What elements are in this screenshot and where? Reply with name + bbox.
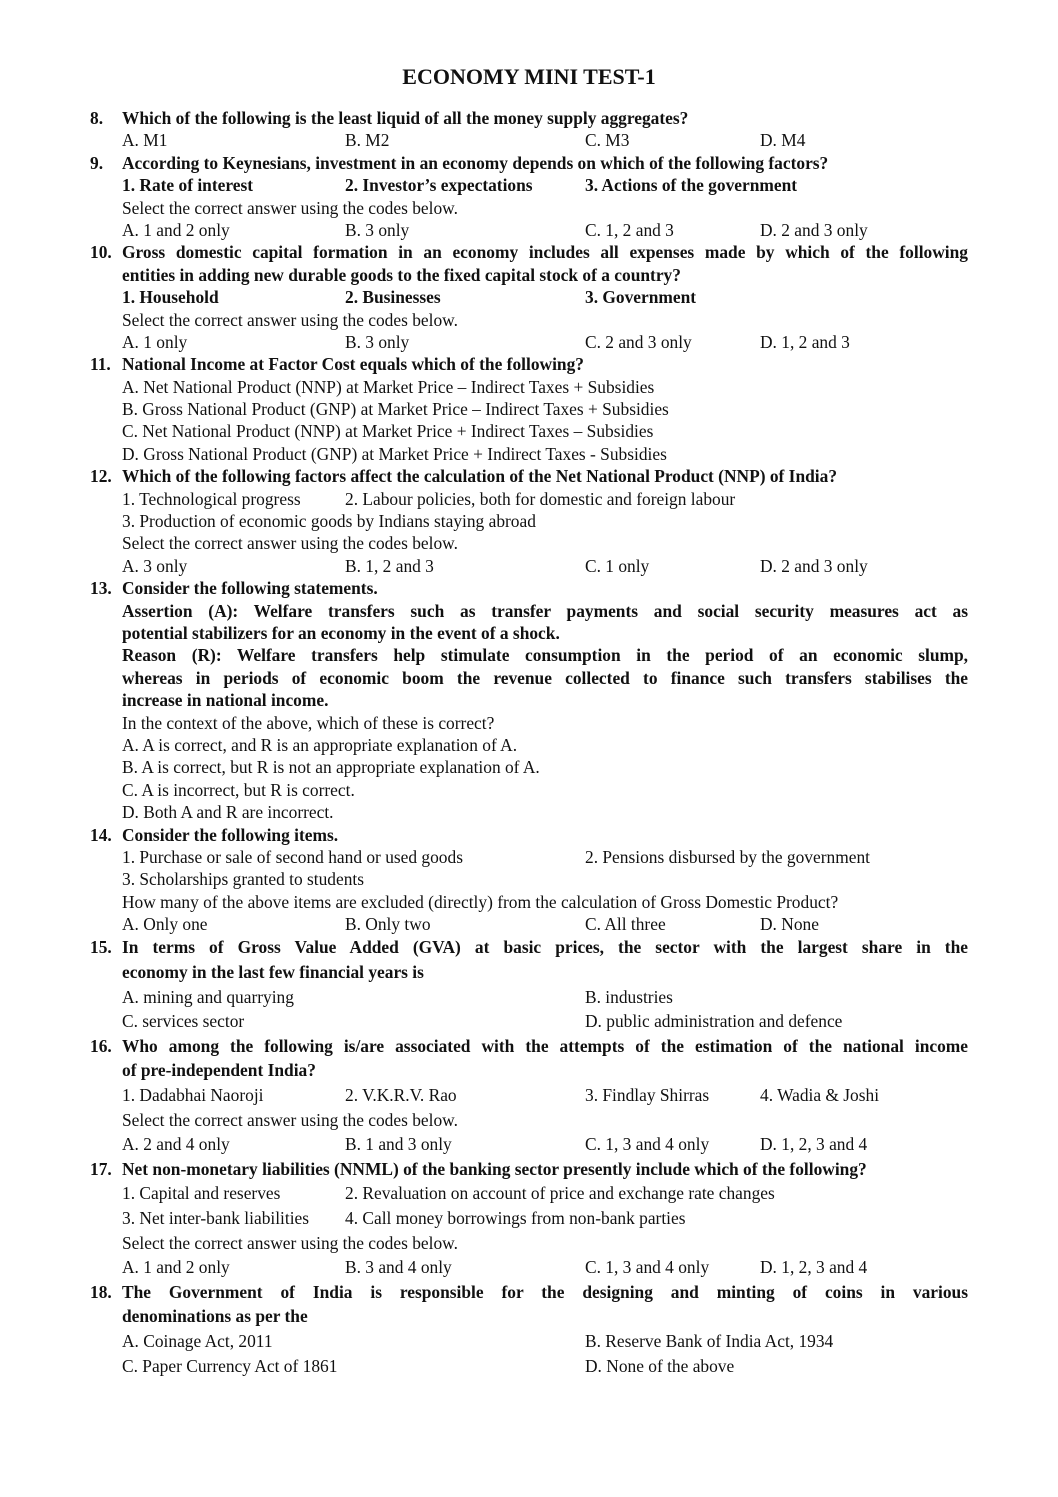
option-item: C. 1 only — [585, 555, 650, 576]
text-line — [0, 1231, 1058, 1256]
question-text: Consider the following items. — [122, 824, 339, 845]
option-item: B. M2 — [345, 130, 390, 151]
text-line — [0, 868, 1058, 890]
options-line — [0, 913, 1058, 935]
line-text: Select the correct answer using the codes below. — [122, 533, 458, 554]
line-text: Select the correct answer using the codes below. — [122, 309, 458, 330]
option-item: 1. Technological progress — [122, 488, 301, 509]
options-line — [0, 1255, 1058, 1280]
question-list — [0, 107, 1058, 1378]
option-item: B. 3 only — [345, 331, 410, 352]
question-line — [0, 1280, 1058, 1305]
line-text: C. A is incorrect, but R is correct. — [122, 779, 355, 800]
option-item: A. 3 only — [122, 555, 188, 576]
line-text: potential stabilizers for an economy in the event of a shock. — [122, 622, 560, 643]
line-text: How many of the above items are excluded (directly) from the calculation of Gross Domestic Product? — [122, 891, 839, 912]
options-line — [0, 1132, 1058, 1157]
option-item: C. All three — [585, 914, 666, 935]
option-item: 1. Purchase or sale of second hand or used goods — [122, 846, 463, 867]
text-line — [0, 734, 1058, 756]
options-line — [0, 1181, 1058, 1206]
question-number: 15. — [90, 937, 112, 958]
option-item: 3. Findlay Shirras — [585, 1085, 710, 1106]
option-item: D. M4 — [760, 130, 806, 151]
option-item: 3. Net inter-bank liabilities — [122, 1207, 310, 1228]
line-text: Reason (R): Welfare transfers help stimulate consumption in the period of an economic slump, — [122, 645, 968, 666]
question-text: According to Keynesians, investment in an economy depends on which of the following factors? — [122, 152, 829, 173]
text-line — [0, 644, 1058, 666]
question-line — [0, 935, 1058, 960]
option-item: B. Only two — [345, 914, 431, 935]
option-item: 2. Labour policies, both for domestic and foreign labour — [345, 488, 736, 509]
option-item: 2. V.K.R.V. Rao — [345, 1085, 457, 1106]
question-line — [0, 152, 1058, 174]
option-item: 3. Government — [585, 287, 697, 308]
option-item: 1. Rate of interest — [122, 175, 254, 196]
line-text: 3. Production of economic goods by Indians staying abroad — [122, 511, 536, 532]
question-text: Which of the following factors affect the calculation of the Net National Product (NNP) of India? — [122, 466, 838, 487]
option-item: 2. Revaluation on account of price and exchange rate changes — [345, 1183, 775, 1204]
line-text: Select the correct answer using the codes below. — [122, 1232, 458, 1253]
question-line — [0, 465, 1058, 487]
text-line — [0, 1058, 1058, 1083]
text-line — [0, 197, 1058, 219]
text-line — [0, 443, 1058, 465]
question-number: 16. — [90, 1035, 112, 1056]
option-item: C. 1, 2 and 3 — [585, 219, 674, 240]
line-text: C. Net National Product (NNP) at Market Price + Indirect Taxes – Subsidies — [122, 421, 654, 442]
text-line — [0, 960, 1058, 985]
option-item: B. industries — [585, 986, 673, 1007]
option-item: C. M3 — [585, 130, 630, 151]
line-text: of pre-independent India? — [122, 1060, 316, 1081]
options-line — [0, 1083, 1058, 1108]
option-item: A. M1 — [122, 130, 168, 151]
option-item: B. 3 and 4 only — [345, 1257, 452, 1278]
options-line — [0, 1009, 1058, 1034]
question-number: 17. — [90, 1158, 112, 1179]
options-line — [0, 1354, 1058, 1379]
text-line — [0, 398, 1058, 420]
line-text: B. A is correct, but R is not an appropriate explanation of A. — [122, 757, 540, 778]
option-item: D. 2 and 3 only — [760, 555, 868, 576]
question-number: 12. — [90, 466, 112, 487]
option-item: D. None of the above — [585, 1355, 735, 1376]
option-item: C. 2 and 3 only — [585, 331, 692, 352]
question-text: Which of the following is the least liquid of all the money supply aggregates? — [122, 108, 689, 128]
line-text: increase in national income. — [122, 690, 329, 711]
text-line — [0, 891, 1058, 913]
text-line — [0, 712, 1058, 734]
option-item: 3. Actions of the government — [585, 175, 798, 196]
options-line — [0, 846, 1058, 868]
text-line — [0, 689, 1058, 711]
text-line — [0, 376, 1058, 398]
options-line — [0, 1206, 1058, 1231]
option-item: D. 1, 2, 3 and 4 — [760, 1257, 868, 1278]
question-line — [0, 107, 1058, 129]
question-text: National Income at Factor Cost equals which of the following? — [122, 354, 584, 375]
option-item: A. 1 only — [122, 331, 188, 352]
question-line — [0, 1157, 1058, 1182]
line-text: economy in the last few financial years is — [122, 962, 424, 983]
line-text: B. Gross National Product (GNP) at Market Price – Indirect Taxes + Subsidies — [122, 399, 669, 420]
text-line — [0, 756, 1058, 778]
line-text: denominations as per the — [122, 1306, 308, 1327]
text-line — [0, 667, 1058, 689]
text-line — [0, 1304, 1058, 1329]
question-line — [0, 353, 1058, 375]
option-item: C. 1, 3 and 4 only — [585, 1257, 710, 1278]
question-number: 13. — [90, 578, 112, 599]
text-line — [0, 801, 1058, 823]
text-line — [0, 309, 1058, 331]
question-line — [0, 577, 1058, 599]
options-line — [0, 219, 1058, 241]
option-item: 2. Investor’s expectations — [345, 175, 533, 196]
line-text: whereas in periods of economic boom the revenue collected to finance such transfers stabilises the — [122, 667, 968, 688]
question-text: Consider the following statements. — [122, 578, 378, 599]
option-item: A. 2 and 4 only — [122, 1134, 230, 1155]
line-text: In the context of the above, which of these is correct? — [122, 712, 495, 733]
option-item: 2. Pensions disbursed by the government — [585, 846, 870, 867]
page-title: ECONOMY MINI TEST-1 — [402, 64, 656, 89]
text-line — [0, 420, 1058, 442]
question-line — [0, 824, 1058, 846]
question-text: The Government of India is responsible for the designing and minting of coins in various — [122, 1281, 968, 1302]
text-line — [0, 1108, 1058, 1133]
option-item: B. 1 and 3 only — [345, 1134, 452, 1155]
line-text: Select the correct answer using the codes below. — [122, 1109, 458, 1130]
option-item: D. public administration and defence — [585, 1011, 843, 1032]
option-item: A. Coinage Act, 2011 — [122, 1330, 273, 1351]
question-text: Who among the following is/are associated with the attempts of the estimation of the national income — [122, 1035, 968, 1056]
option-item: A. Only one — [122, 914, 208, 935]
text-line — [0, 622, 1058, 644]
text-line — [0, 510, 1058, 532]
question-line — [0, 241, 1058, 263]
option-item: A. mining and quarrying — [122, 986, 294, 1007]
options-line — [0, 286, 1058, 308]
line-text: D. Both A and R are incorrect. — [122, 802, 334, 823]
options-line — [0, 488, 1058, 510]
option-item: A. 1 and 2 only — [122, 219, 230, 240]
option-item: D. 1, 2 and 3 — [760, 331, 850, 352]
option-item: A. 1 and 2 only — [122, 1257, 230, 1278]
option-item: B. 1, 2 and 3 — [345, 555, 434, 576]
option-item: C. 1, 3 and 4 only — [585, 1134, 710, 1155]
question-number: 8. — [90, 108, 104, 128]
question-number: 9. — [90, 152, 104, 173]
option-item: 4. Wadia & Joshi — [760, 1085, 880, 1106]
line-text: A. A is correct, and R is an appropriate explanation of A. — [122, 734, 518, 755]
option-item: 4. Call money borrowings from non-bank parties — [345, 1207, 686, 1228]
text-line — [0, 600, 1058, 622]
text-line — [0, 779, 1058, 801]
line-text: entities in adding new durable goods to the fixed capital stock of a country? — [122, 264, 681, 285]
option-item: D. None — [760, 914, 819, 935]
question-number: 18. — [90, 1281, 112, 1302]
option-item: B. Reserve Bank of India Act, 1934 — [585, 1330, 834, 1351]
line-text: Assertion (A): Welfare transfers such as transfer payments and social security measures act as — [122, 600, 968, 621]
option-item: 1. Capital and reserves — [122, 1183, 281, 1204]
question-number: 11. — [90, 354, 111, 375]
options-line — [0, 331, 1058, 353]
question-text: Gross domestic capital formation in an economy includes all expenses made by which of the following — [122, 242, 968, 263]
question-text: Net non-monetary liabilities (NNML) of the banking sector presently include which of the following? — [122, 1158, 867, 1179]
option-item: 1. Dadabhai Naoroji — [122, 1085, 264, 1106]
question-number: 10. — [90, 242, 112, 263]
options-line — [0, 1329, 1058, 1354]
line-text: A. Net National Product (NNP) at Market Price – Indirect Taxes + Subsidies — [122, 376, 655, 397]
option-item: C. services sector — [122, 1011, 245, 1032]
option-item: 2. Businesses — [345, 287, 441, 308]
line-text: D. Gross National Product (GNP) at Market Price + Indirect Taxes - Subsidies — [122, 443, 667, 464]
option-item: D. 2 and 3 only — [760, 219, 868, 240]
question-number: 14. — [90, 824, 112, 845]
option-item: D. 1, 2, 3 and 4 — [760, 1134, 868, 1155]
text-line — [0, 532, 1058, 554]
line-text: Select the correct answer using the codes below. — [122, 197, 458, 218]
question-text: In terms of Gross Value Added (GVA) at basic prices, the sector with the largest share in the — [122, 937, 968, 958]
options-line — [0, 985, 1058, 1010]
option-item: 1. Household — [122, 287, 219, 308]
options-line — [0, 129, 1058, 151]
line-text: 3. Scholarships granted to students — [122, 869, 364, 890]
question-line — [0, 1034, 1058, 1059]
text-line — [0, 264, 1058, 286]
options-line — [0, 555, 1058, 577]
options-line — [0, 174, 1058, 196]
option-item: B. 3 only — [345, 219, 410, 240]
option-item: C. Paper Currency Act of 1861 — [122, 1355, 338, 1376]
